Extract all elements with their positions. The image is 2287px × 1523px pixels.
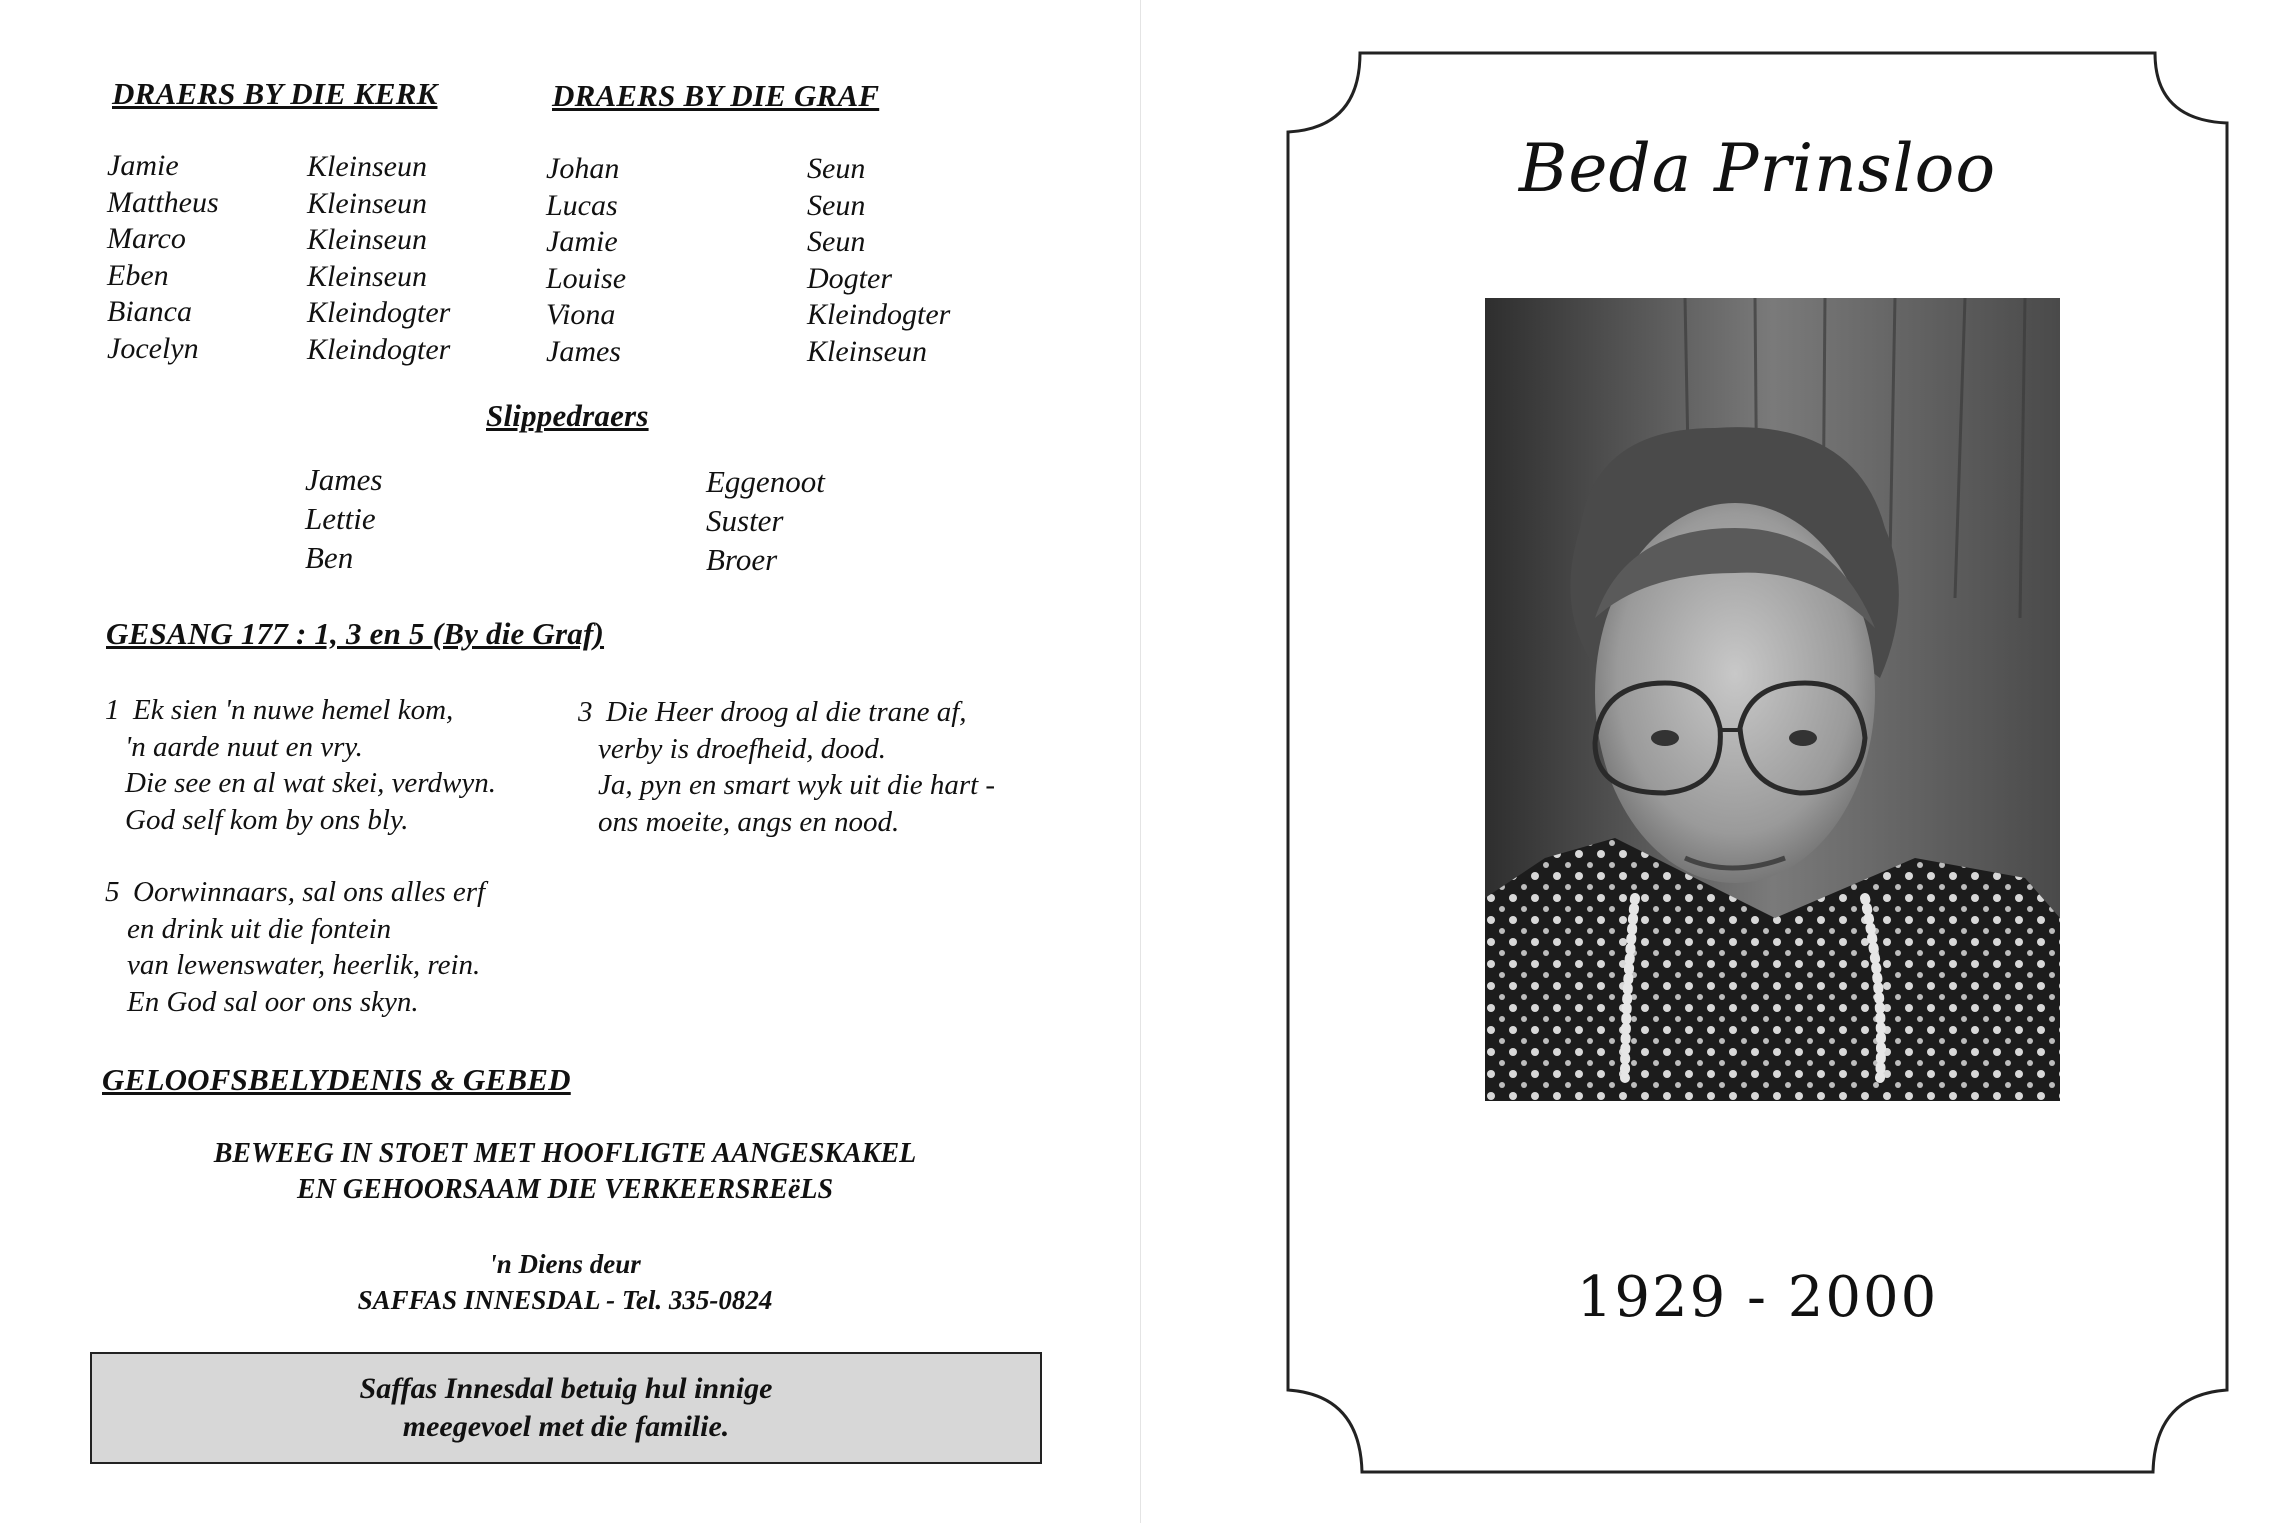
list-item: Kleindogter bbox=[307, 332, 451, 366]
list-item: Jamie bbox=[546, 225, 618, 258]
heading-slippedraers: Slippedraers bbox=[486, 398, 649, 433]
condolence-box bbox=[90, 1352, 1042, 1464]
list-item: Kleinseun bbox=[307, 150, 427, 183]
verse-line: van lewenswater, heerlik, rein. bbox=[127, 949, 481, 981]
list-item: Seun bbox=[807, 152, 866, 185]
verse-line: ons moeite, angs en nood. bbox=[598, 805, 900, 838]
list-item: Bianca bbox=[107, 295, 192, 328]
grave-names-column bbox=[546, 151, 626, 370]
verse-line: Oorwinnaars, sal ons alles erf bbox=[133, 876, 486, 908]
procession-line: BEWEEG IN STOET MET HOOFLIGTE AANGESKAKEL bbox=[213, 1138, 917, 1169]
list-item: Broer bbox=[706, 542, 778, 577]
list-item: Kleinseun bbox=[807, 334, 927, 368]
list-item: Suster bbox=[706, 503, 784, 538]
condolence-line: Saffas Innesdal betuig hul innige bbox=[359, 1372, 773, 1405]
list-item: Johan bbox=[546, 152, 620, 185]
page-fold bbox=[1140, 0, 1141, 1523]
list-item: Lettie bbox=[305, 501, 376, 536]
heading-geloofsbelydenis: GELOOFSBELYDENIS & GEBED bbox=[102, 1062, 571, 1097]
list-item: Jocelyn bbox=[107, 331, 199, 365]
portrait-photo bbox=[1485, 298, 2060, 1101]
list-item: Eben bbox=[107, 258, 169, 292]
verse-line: en drink uit die fontein bbox=[127, 912, 392, 945]
verse-number: 1 bbox=[105, 694, 120, 726]
procession-notice bbox=[90, 1136, 1040, 1208]
verse-number: 3 bbox=[578, 696, 593, 728]
church-names-column bbox=[107, 148, 219, 367]
service-by: 'n Diens deur bbox=[489, 1249, 641, 1279]
heading-draers-kerk: DRAERS BY DIE KERK bbox=[112, 76, 438, 111]
slippedraers-names-column bbox=[305, 460, 382, 577]
heading-gesang: GESANG 177 : 1, 3 en 5 (By die Graf) bbox=[106, 616, 605, 651]
church-relations-column bbox=[307, 149, 450, 368]
list-item: Dogter bbox=[807, 261, 892, 295]
verse-line: Ek sien 'n nuwe hemel kom, bbox=[133, 694, 454, 726]
list-item: Louise bbox=[546, 261, 627, 295]
list-item: Seun bbox=[807, 188, 866, 222]
verse-line: God self kom by ons bly. bbox=[125, 803, 409, 836]
verse-line: Die see en al wat skei, verdwyn. bbox=[125, 767, 496, 799]
portrait-photo-icon bbox=[1485, 298, 2060, 1101]
list-item: Seun bbox=[807, 225, 866, 258]
funeral-home-contact: SAFFAS INNESDAL - Tel. 335-0824 bbox=[357, 1285, 773, 1315]
hymn-verse-5 bbox=[105, 874, 485, 1020]
slippedraers-relations-column bbox=[706, 462, 825, 579]
list-item: Kleindogter bbox=[307, 296, 451, 329]
verse-line: En God sal oor ons skyn. bbox=[127, 985, 419, 1018]
verse-line: Ja, pyn en smart wyk uit die hart - bbox=[598, 769, 996, 801]
list-item: Kleindogter bbox=[807, 298, 951, 331]
list-item: Kleinseun bbox=[307, 186, 427, 220]
list-item: Viona bbox=[546, 298, 616, 331]
hymn-verse-1 bbox=[105, 692, 496, 838]
list-item: Kleinseun bbox=[307, 259, 427, 293]
verse-line: Die Heer droog al die trane af, bbox=[606, 696, 967, 728]
list-item: Kleinseun bbox=[307, 223, 427, 256]
deceased-name: Beda Prinsloo bbox=[1518, 130, 1997, 207]
verse-line: verby is droefheid, dood. bbox=[598, 732, 887, 765]
verse-number: 5 bbox=[105, 876, 120, 908]
list-item: Eggenoot bbox=[706, 464, 825, 499]
verse-line: 'n aarde nuut en vry. bbox=[125, 730, 363, 763]
grave-relations-column bbox=[807, 151, 950, 370]
list-item: Mattheus bbox=[107, 185, 219, 219]
procession-line: EN GEHOORSAAM DIE VERKEERSREëLS bbox=[296, 1174, 834, 1205]
heading-draers-graf: DRAERS BY DIE GRAF bbox=[552, 78, 880, 113]
list-item: Ben bbox=[305, 540, 354, 575]
list-item: James bbox=[546, 334, 621, 368]
condolence-line: meegevoel met die familie. bbox=[402, 1410, 730, 1443]
list-item: Lucas bbox=[546, 188, 618, 222]
life-years: 1929 - 2000 bbox=[1576, 1265, 1939, 1330]
list-item: Jamie bbox=[107, 149, 179, 182]
list-item: Marco bbox=[107, 222, 186, 255]
hymn-verse-3 bbox=[578, 694, 995, 840]
list-item: James bbox=[305, 462, 383, 497]
